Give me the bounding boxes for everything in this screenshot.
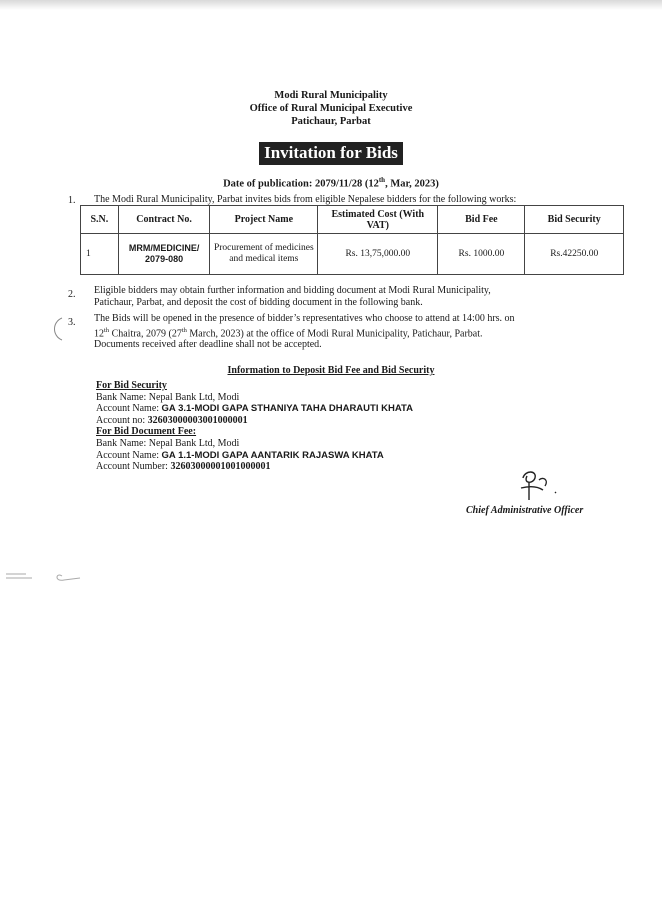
works-table	[80, 205, 624, 275]
item-3-number: 3.	[68, 317, 76, 328]
deposit-info-heading: Information to Deposit Bid Fee and Bid Security	[227, 365, 435, 376]
col-contract-no: Contract No.	[118, 206, 210, 234]
letterhead	[0, 89, 662, 128]
account-number-label: Account Number:	[96, 461, 171, 473]
publication-date	[0, 176, 662, 190]
publication-date-tail: , Mar, 2023)	[385, 178, 439, 190]
table-header-row	[81, 206, 624, 234]
org-name: Modi Rural Municipality	[274, 90, 388, 101]
bid-security-account-name	[96, 403, 413, 415]
bid-security-heading: For Bid Security	[96, 380, 167, 391]
account-name-label: Account Name:	[96, 403, 162, 415]
table-row	[81, 234, 624, 275]
cell-bid-fee: Rs. 1000.00	[438, 234, 525, 275]
item-1-text: The Modi Rural Municipality, Parbat invites bids from eligible Nepalese bidders for the following works:	[94, 194, 517, 205]
handwritten-signature	[515, 466, 565, 506]
item-3-line-1: The Bids will be opened in the presence of bidder’s representatives who choose to attend at 14:00 hrs. on	[94, 313, 515, 324]
col-estimated-cost: Estimated Cost (With VAT)	[318, 206, 438, 234]
bid-security-account-no	[96, 415, 413, 427]
office-name: Office of Rural Municipal Executive	[249, 103, 413, 114]
title-block	[0, 142, 662, 165]
bank-details	[96, 380, 413, 473]
item-3-line-3: Documents received after deadline shall not be accepted.	[94, 339, 322, 351]
col-project-name: Project Name	[210, 206, 318, 234]
scan-edge	[0, 0, 662, 10]
cell-estimated-cost: Rs. 13,75,000.00	[318, 234, 438, 275]
item-2-text	[94, 285, 491, 308]
item-1-number: 1.	[68, 195, 76, 206]
item-3-date-tail: March, 2023) at the office of Modi Rural Municipality, Patichaur, Parbat.	[186, 327, 483, 339]
col-bid-fee: Bid Fee	[438, 206, 525, 234]
account-number-value: 32603000001001000001	[170, 461, 271, 473]
cell-sn: 1	[81, 234, 119, 275]
item-3-text	[94, 313, 515, 351]
account-name-value: GA 3.1-MODI GAPA STHANIYA TAHA DHARAUTI KHATA	[161, 403, 413, 415]
margin-mark	[50, 314, 66, 344]
scan-artifact	[4, 566, 84, 586]
cell-bid-security: Rs.42250.00	[525, 234, 624, 275]
account-no-value: 32603000003001000001	[147, 414, 248, 426]
bid-fee-bank: Bank Name: Nepal Bank Ltd, Modi	[96, 437, 240, 449]
item-3-line-2	[94, 325, 515, 340]
publication-date-label: Date of publication: 2079/11/28 (12	[223, 178, 379, 190]
bid-fee-account-name	[96, 450, 413, 462]
account-no-label: Account no:	[96, 414, 148, 426]
notice-title: Invitation for Bids	[259, 142, 403, 165]
item-2-line-2: Patichaur, Parbat, and deposit the cost of bidding document in the following bank.	[94, 296, 423, 308]
item-2-line-1: Eligible bidders may obtain further information and bidding document at Modi Rural Municipality,	[94, 285, 491, 296]
cell-contract-no: MRM/MEDICINE/ 2079-080	[118, 234, 210, 275]
bid-fee-account-no	[96, 461, 413, 473]
account-name-label: Account Name:	[96, 449, 162, 461]
col-bid-security: Bid Security	[525, 206, 624, 234]
signatory-title: Chief Administrative Officer	[466, 505, 584, 516]
org-address: Patichaur, Parbat	[291, 116, 371, 127]
bid-fee-heading: For Bid Document Fee:	[96, 426, 197, 438]
col-sn: S.N.	[81, 206, 119, 234]
item-2-number: 2.	[68, 289, 76, 300]
item-3-date-day: 12	[94, 327, 104, 339]
account-name-value: GA 1.1-MODI GAPA AANTARIK RAJASWA KHATA	[161, 449, 384, 461]
cell-project-name: Procurement of medicines and medical items	[210, 234, 318, 275]
item-3-date-mid: Chaitra, 2079 (27	[109, 327, 182, 339]
item-3-sup-2: th	[181, 326, 187, 334]
item-3-sup-1: th	[104, 326, 110, 334]
publication-date-sup: th	[378, 176, 386, 184]
bid-security-bank: Bank Name: Nepal Bank Ltd, Modi	[96, 391, 240, 403]
